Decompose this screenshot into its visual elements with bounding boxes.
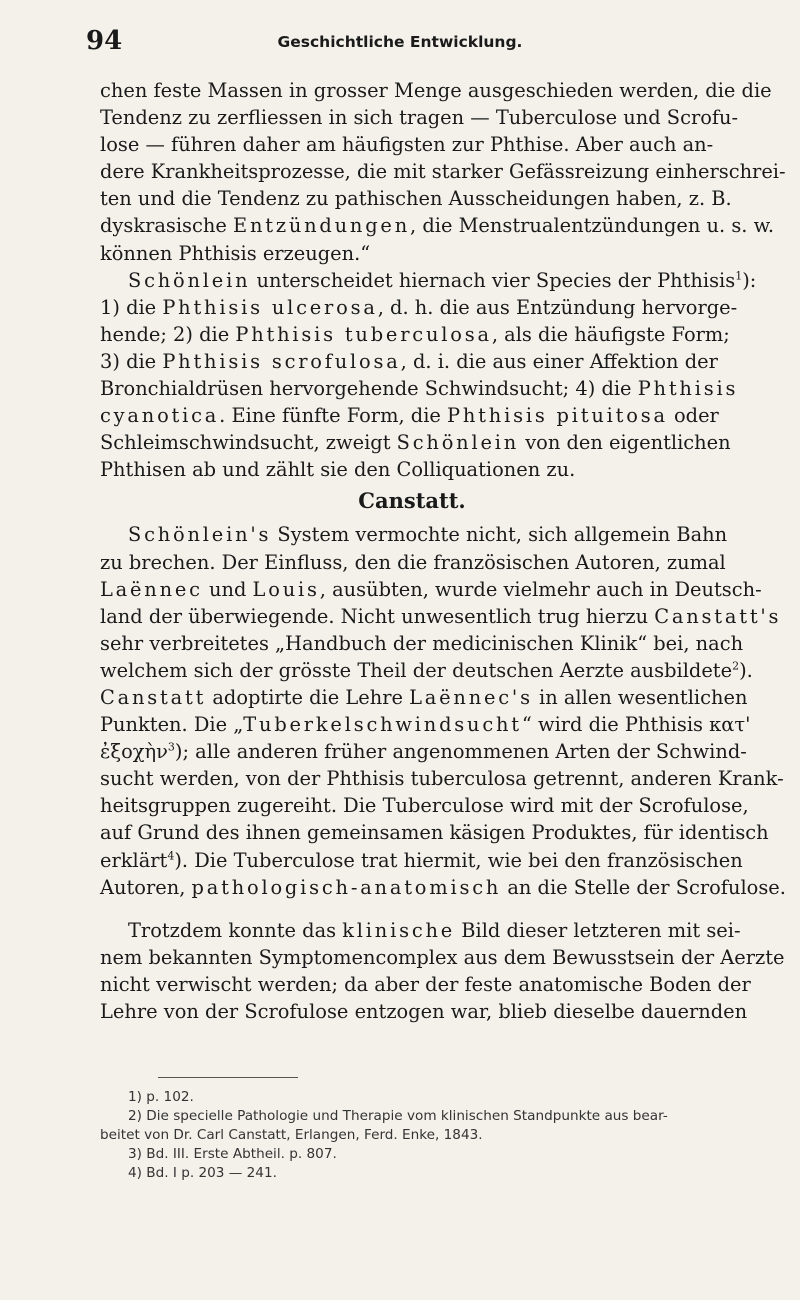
text-line: ten und die Tendenz zu pathischen Ausscheidungen haben, z. B.: [100, 187, 732, 211]
footnote-continuation: beitet von Dr. Carl Canstatt, Erlangen, Ferd. Enke, 1843.: [100, 1127, 483, 1143]
text-line: chen feste Massen in grosser Menge ausgeschieden werden, die die: [100, 79, 772, 102]
paragraph-2: [100, 521, 786, 900]
text-line: nicht verwischt werden; da aber der feste anatomische Boden der: [100, 972, 751, 996]
page-header: [86, 26, 714, 56]
text-line: Schönlein unterscheidet hiernach vier Species der Phthisis$^1$):: [128, 268, 757, 292]
text-line: lose — führen daher am häufigsten zur Phthise. Aber auch an-: [100, 133, 714, 157]
text-line: können Phthisis erzeugen.“: [100, 241, 371, 265]
text-line: erklärt$^4$). Die Tuberculose trat hiermit, wie bei den französischen: [100, 848, 743, 872]
text-line: nem bekannten Symptomencomplex aus dem Bewusstsein der Aerzte: [100, 945, 785, 969]
text-line: Trotzdem konnte das klinische Bild dieser letzteren mit sei-: [128, 918, 741, 942]
text-line: land der überwiegende. Nicht unwesentlich trug hierzu Canstatt's: [100, 604, 782, 628]
text-line: sucht werden, von der Phthisis tuberculosa getrennt, anderen Krank-: [100, 767, 784, 791]
body-text: [100, 77, 786, 1025]
text-line: sehr verbreitetes „Handbuch der medicinischen Klinik“ bei, nach: [100, 631, 744, 655]
text-line: Punkten. Die „Tuberkelschwindsucht“ wird die Phthisis κατ': [100, 713, 751, 737]
text-line: Canstatt adoptirte die Lehre Laënnec's in allen wesentlichen: [100, 685, 748, 709]
running-head: Geschichtliche Entwicklung.: [277, 33, 523, 51]
text-line: Lehre von der Scrofulose entzogen war, blieb dieselbe dauernden: [100, 1000, 748, 1023]
text-line: auf Grund des ihnen gemeinsamen käsigen Produktes, für identisch: [100, 821, 769, 845]
text-line: Schönlein's System vermochte nicht, sich allgemein Bahn: [128, 523, 728, 547]
text-line: 3) die Phthisis scrofulosa, d. i. die aus einer Affektion der: [100, 349, 718, 373]
text-line: heitsgruppen zugereiht. Die Tuberculose wird mit der Scrofulose,: [100, 794, 749, 818]
text-line: zu brechen. Der Einfluss, den die französischen Autoren, zumal: [100, 550, 726, 574]
footnote-divider: [158, 1077, 298, 1078]
page-number: 94: [86, 26, 123, 56]
text-line: dyskrasische Entzündungen, die Menstrualentzündungen u. s. w.: [100, 214, 775, 238]
text-line: Tendenz zu zerfliessen in sich tragen — Tuberculose und Scrofu-: [100, 106, 739, 130]
footnote: 1) p. 102.: [128, 1089, 194, 1105]
text-line: 1) die Phthisis ulcerosa, d. h. die aus Entzündung hervorge-: [100, 295, 738, 319]
footnote: 4) Bd. I p. 203 — 241.: [128, 1165, 277, 1181]
section-heading: Canstatt.: [358, 488, 466, 514]
text-line: cyanotica. Eine fünfte Form, die Phthisis pituitosa oder: [100, 404, 719, 428]
text-line: Schleimschwindsucht, zweigt Schönlein von den eigentlichen: [100, 431, 731, 455]
footnote: 3) Bd. III. Erste Abtheil. p. 807.: [128, 1146, 337, 1162]
footnotes: [100, 1077, 724, 1183]
text-line: ἐξοχὴν$^3$); alle anderen früher angenommenen Arten der Schwind-: [100, 740, 747, 764]
text-line: Laënnec und Louis, ausübten, wurde vielmehr auch in Deutsch-: [100, 577, 762, 601]
paragraph-3: [100, 917, 785, 1025]
text-line: Phthisen ab und zählt sie den Colliquationen zu.: [100, 458, 576, 482]
paragraph-1: [100, 77, 786, 483]
text-line: Autoren, pathologisch-anatomisch an die Stelle der Scrofulose.: [100, 875, 786, 899]
footnote: 2) Die specielle Pathologie und Therapie vom klinischen Standpunkte aus bear-: [128, 1108, 668, 1124]
text-line: welchem sich der grösste Theil der deutschen Aerzte ausbildete$^2$).: [100, 658, 753, 682]
text-line: hende; 2) die Phthisis tuberculosa, als die häufigste Form;: [100, 322, 730, 346]
text-line: dere Krankheitsprozesse, die mit starker Gefässreizung einherschrei-: [100, 160, 786, 184]
text-line: Bronchialdrüsen hervorgehende Schwindsucht; 4) die Phthisis: [100, 377, 739, 401]
